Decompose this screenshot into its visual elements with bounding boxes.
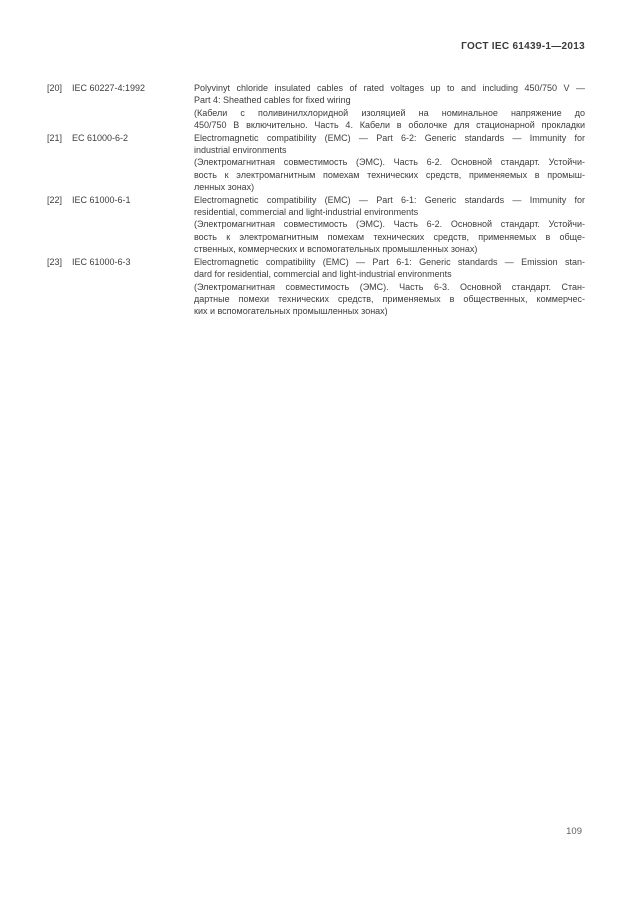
bibliography-entry — [47, 194, 585, 256]
bibliography-entry — [47, 82, 585, 132]
description-line: ленных зонах) — [194, 182, 255, 193]
description-line: Polyvinyt chloride insulated cables of rated voltages up to and including 450/750 V — — [194, 83, 585, 93]
description-line: ких и вспомогательных промышленных зонах) — [194, 306, 388, 317]
description-line: дартные помехи технических средств, применяемых в общественных, коммерчес- — [194, 293, 585, 304]
description-line: industrial environments — [194, 145, 287, 156]
description-line: (Кабели с поливинилхлоридной изоляцией на номинальное напряжение до — [194, 107, 585, 118]
description-line: 450/750 В включительно. Часть 4. Кабели в оболочке для стационарной прокладки — [194, 120, 585, 131]
entry-description — [194, 82, 585, 132]
bibliography-list — [47, 82, 585, 318]
description-line: (Электромагнитная совместимость (ЭМС). Часть 6-3. Основной стандарт. Стан- — [194, 281, 585, 292]
description-line: Electromagnetic compatibility (EMC) — Part 6-2: Generic standards — Immunity for — [194, 132, 585, 143]
description-line: вость к электромагнитным помехам технических средств, применяемых в промыш- — [194, 169, 585, 180]
description-line: residential, commercial and light-industrial environments — [194, 207, 419, 218]
entry-standard-code: EC 61000-6-2 — [72, 132, 129, 143]
description-line: вость к электромагнитным помехам технических средств, применяемых в обще- — [194, 231, 585, 242]
entry-standard-code: IEC 61000-6-3 — [72, 256, 131, 267]
entry-description — [194, 132, 585, 194]
entry-standard-code: IEC 60227-4:1992 — [72, 83, 146, 93]
description-line: (Электромагнитная совместимость (ЭМС). Часть 6-2. Основной стандарт. Устойчи- — [194, 157, 585, 168]
entry-ref-number: [23] — [47, 256, 63, 267]
description-line: Electromagnetic compatibility (EMC) — Part 6-1: Generic standards — Emission stan- — [194, 256, 585, 267]
description-line: Part 4: Sheathed cables for fixed wiring — [194, 95, 351, 106]
entry-ref-number: [20] — [47, 83, 63, 93]
entry-description — [194, 256, 585, 318]
entry-ref-number: [21] — [47, 132, 63, 143]
description-line: Electromagnetic compatibility (EMC) — Part 6-1: Generic standards — Immunity for — [194, 194, 585, 205]
description-line: ственных, коммерческих и вспомогательных промышленных зонах) — [194, 244, 478, 255]
document-header: ГОСТ IEC 61439-1—2013 — [461, 41, 585, 52]
description-line: dard for residential, commercial and light-industrial environments — [194, 269, 452, 280]
bibliography-entry — [47, 256, 585, 318]
entry-standard-code: IEC 61000-6-1 — [72, 194, 131, 205]
description-line: (Электромагнитная совместимость (ЭМС). Часть 6-2. Основной стандарт. Устойчи- — [194, 219, 585, 230]
page-number: 109 — [566, 826, 582, 837]
entry-description — [194, 194, 585, 256]
entry-ref-number: [22] — [47, 194, 63, 205]
bibliography-entry — [47, 132, 585, 194]
